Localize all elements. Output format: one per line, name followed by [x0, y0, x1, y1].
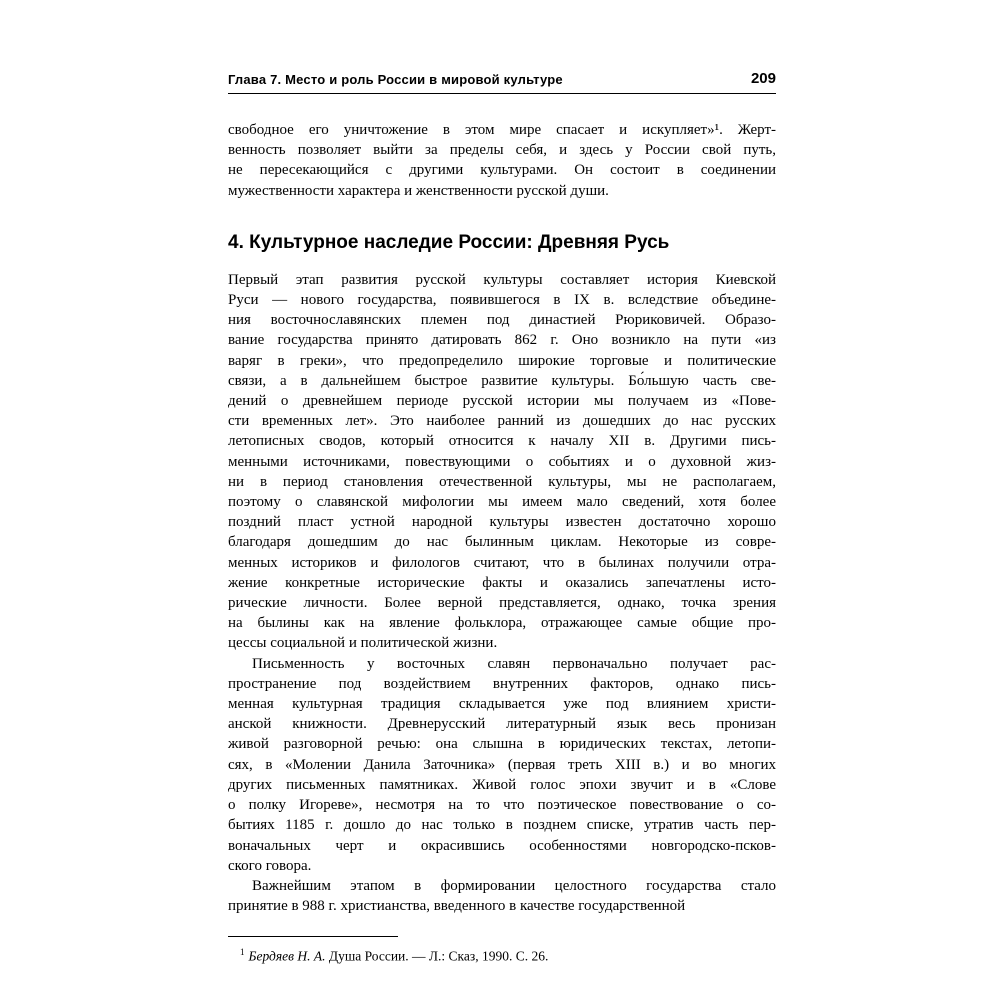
text-line: менная культурная традиция складывается уже под влиянием христи-	[228, 696, 776, 713]
text-line: мужественности характера и женственности русской души.	[228, 182, 609, 199]
chapter-title: Глава 7. Место и роль России в мировой культуре	[228, 72, 563, 87]
paragraph-1	[228, 270, 776, 654]
text-line: менными источниками, повествующими о событиях и о духовной жиз-	[228, 453, 776, 470]
text-line: Руси — нового государства, появившегося в IX в. вследствие объедине-	[228, 292, 776, 309]
text-line: других письменных памятниках. Живой голос эпохи звучит и в «Слове	[228, 776, 776, 793]
text-line: жение конкретные исторические факты и оказались запечатлены исто-	[228, 574, 776, 591]
text-line: о полку Игореве», несмотря на то что поэтическое повествование о со-	[228, 797, 776, 814]
paragraph-3	[228, 876, 776, 916]
text-line: не пересекающийся с другими культурами. Он состоит в соединении	[228, 162, 776, 179]
text-line: пространение под воздействием внутренних факторов, однако пись-	[228, 675, 776, 692]
text-line: связи, а в дальнейшем быстрое развитие культуры. Бо́льшую часть све-	[228, 372, 776, 389]
text-line: благодаря дошедшим до нас былинным циклам. Некоторые из совре-	[228, 534, 776, 551]
text-line: Первый этап развития русской культуры составляет история Киевской	[228, 271, 776, 288]
text-line: Письменность у восточных славян первоначально получает рас-	[252, 655, 776, 672]
section-heading: 4. Культурное наследие России: Древняя Русь	[228, 231, 670, 253]
text-line: ского говора.	[228, 857, 312, 874]
page-number: 209	[750, 70, 776, 87]
page-header	[228, 70, 776, 94]
text-line: бытиях 1185 г. дошло до нас только в позднем списке, утратив часть пер-	[228, 817, 776, 834]
text-line: на былины как на явление фольклора, отражающее самые общие про-	[228, 615, 776, 632]
footnote-marker: 1	[240, 947, 245, 958]
text-line: принятие в 988 г. христианства, введенного в качестве государственной	[228, 898, 686, 915]
text-line: вание государства принято датировать 862 г. Оно возникло на пути «из	[228, 332, 776, 349]
text-line: варяг в греки», что предопределило широкие торговые и политические	[228, 352, 776, 369]
paragraph-intro	[228, 120, 776, 201]
footnote	[228, 944, 776, 965]
text-line: воначальных черт и окрасившись особенностями новгородско-псков-	[228, 837, 776, 854]
text-line: анской книжности. Древнерусский литературный язык весь пронизан	[228, 716, 776, 733]
text-line: ния восточнославянских племен под династией Рюриковичей. Образо-	[228, 312, 776, 329]
footnote-body: Душа России. — Л.: Сказ, 1990. С. 26.	[325, 948, 549, 964]
text-line: цессы социальной и политической жизни.	[228, 635, 498, 652]
text-line: летописных сводов, который относится к началу XII в. Другими пись-	[228, 433, 776, 450]
text-line: менных историков и филологов считают, что в былинах получили отра-	[228, 554, 776, 571]
text-line: свободное его уничтожение в этом мире спасает и искупляет»¹. Жерт-	[228, 122, 776, 138]
text-line: сти временных лет». Это наиболее ранний из дошедших до нас русских	[228, 413, 776, 430]
text-line: дений о древнейшем периоде русской истории мы получаем из «Пове-	[228, 393, 776, 410]
text-line: живой разговорной речью: она слышна в юридических текстах, летопи-	[228, 736, 776, 753]
text-line: Важнейшим этапом в формировании целостного государства стало	[252, 877, 776, 894]
text-line: ни в период становления отечественной культуры, мы не располагаем,	[228, 473, 776, 490]
text-line: венность позволяет выйти за пределы себя, и здесь у России свой путь,	[228, 142, 776, 159]
text-line: поэтому о славянской мифологии мы имеем мало сведений, хотя более	[228, 494, 776, 511]
page-content	[228, 70, 776, 965]
footnote-block	[228, 936, 776, 965]
text-line: сях, в «Молении Данила Заточника» (первая треть XIII в.) и во многих	[228, 756, 776, 773]
footnote-author: Бердяев Н. А.	[248, 948, 326, 964]
text-line: рические личности. Более верной представляется, однако, точка зрения	[228, 595, 776, 612]
footnote-rule	[228, 936, 398, 937]
text-line: поздний пласт устной народной культуры известен достаточно хорошо	[228, 514, 776, 531]
paragraph-2	[228, 654, 776, 876]
